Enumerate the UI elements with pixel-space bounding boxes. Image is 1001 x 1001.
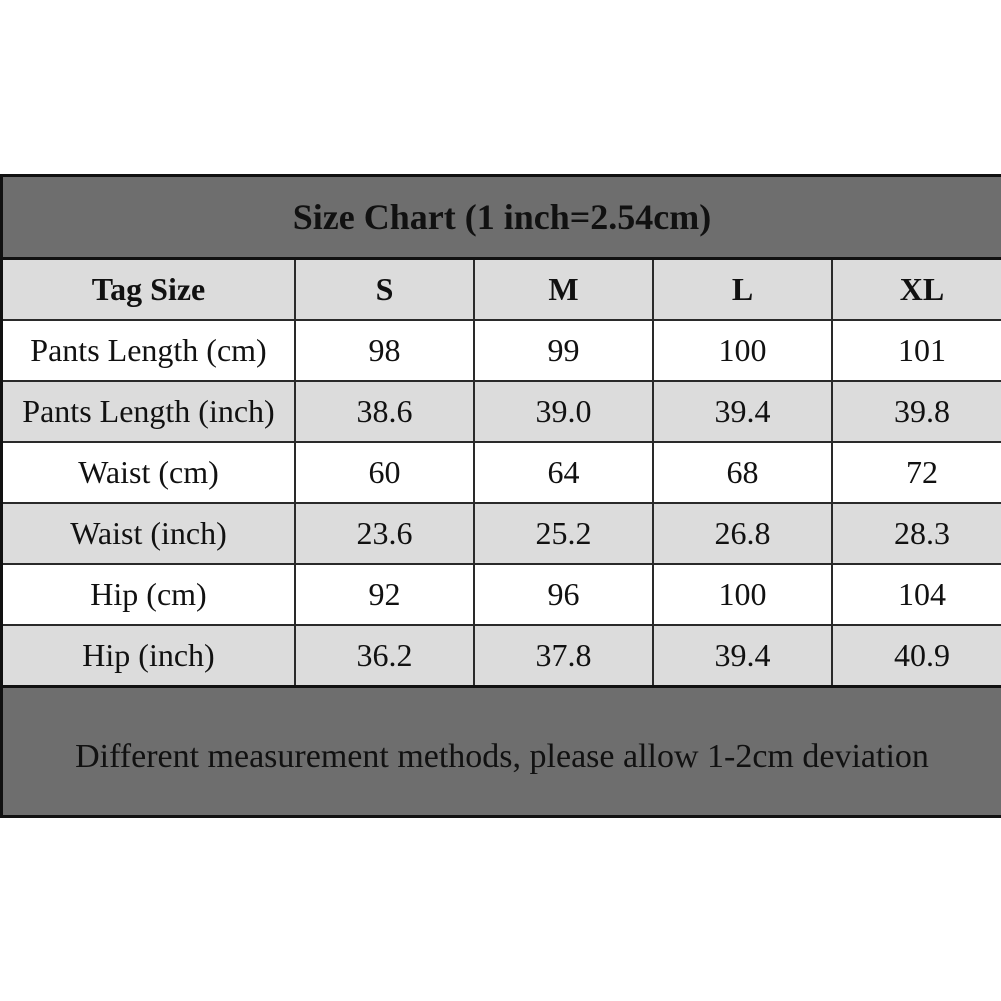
table-cell: 37.8 <box>474 625 653 687</box>
table-cell: 28.3 <box>832 503 1001 564</box>
table-cell: 98 <box>295 320 474 381</box>
header-row <box>3 259 1001 321</box>
table-cell: 38.6 <box>295 381 474 442</box>
row-label: Pants Length (cm) <box>3 320 295 381</box>
table-cell: 100 <box>653 564 832 625</box>
header-size: M <box>474 259 653 321</box>
table-row <box>3 320 1001 381</box>
row-label: Waist (inch) <box>3 503 295 564</box>
row-label: Pants Length (inch) <box>3 381 295 442</box>
table-cell: 101 <box>832 320 1001 381</box>
table-cell: 25.2 <box>474 503 653 564</box>
row-label: Hip (cm) <box>3 564 295 625</box>
table-cell: 72 <box>832 442 1001 503</box>
table-cell: 39.4 <box>653 625 832 687</box>
table-row <box>3 381 1001 442</box>
header-size: XL <box>832 259 1001 321</box>
table-row <box>3 564 1001 625</box>
table-cell: 60 <box>295 442 474 503</box>
chart-title: Size Chart (1 inch=2.54cm) <box>3 177 1001 257</box>
table-cell: 40.9 <box>832 625 1001 687</box>
header-size: S <box>295 259 474 321</box>
size-table <box>3 257 1001 688</box>
table-cell: 92 <box>295 564 474 625</box>
table-cell: 39.0 <box>474 381 653 442</box>
table-cell: 26.8 <box>653 503 832 564</box>
table-cell: 100 <box>653 320 832 381</box>
table-cell: 39.4 <box>653 381 832 442</box>
table-cell: 68 <box>653 442 832 503</box>
header-label: Tag Size <box>3 259 295 321</box>
table-cell: 23.6 <box>295 503 474 564</box>
table-cell: 96 <box>474 564 653 625</box>
size-chart <box>0 174 1001 818</box>
table-row <box>3 503 1001 564</box>
table-cell: 36.2 <box>295 625 474 687</box>
deviation-note: Different measurement methods, please allow 1-2cm deviation <box>3 698 1001 815</box>
table-row <box>3 625 1001 687</box>
table-cell: 99 <box>474 320 653 381</box>
header-size: L <box>653 259 832 321</box>
table-cell: 39.8 <box>832 381 1001 442</box>
row-label: Hip (inch) <box>3 625 295 687</box>
row-label: Waist (cm) <box>3 442 295 503</box>
table-cell: 104 <box>832 564 1001 625</box>
table-cell: 64 <box>474 442 653 503</box>
table-row <box>3 442 1001 503</box>
